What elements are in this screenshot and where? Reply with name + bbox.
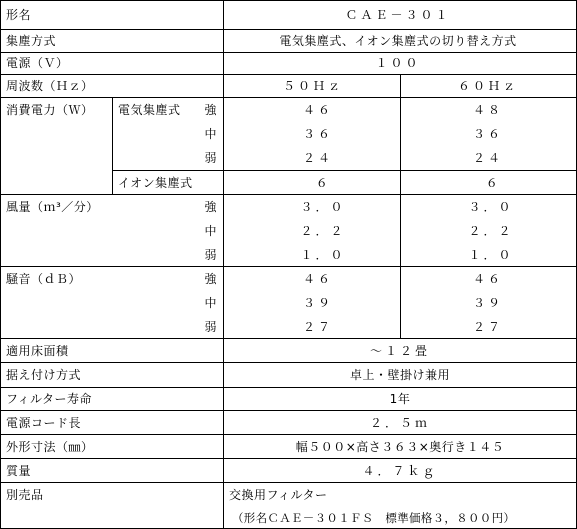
airflow-level-weak: 弱 <box>204 248 217 262</box>
noise-level-medium: 中 <box>204 296 217 310</box>
row-line <box>0 458 577 459</box>
row-line <box>0 410 577 411</box>
noise-level-strong: 強 <box>204 272 217 286</box>
filter-life-value: 1年 <box>389 392 411 406</box>
noise-medium-50hz: ３９ <box>302 296 334 310</box>
row-line <box>0 362 577 363</box>
filter-life-label: フィルター寿命 <box>6 392 93 406</box>
power-strong-50hz: ４６ <box>302 103 334 117</box>
power-medium-60hz: ３６ <box>472 127 504 141</box>
row-line <box>0 74 577 75</box>
airflow-weak-50hz: １．０ <box>300 248 346 262</box>
row-line <box>0 387 577 388</box>
airflow-level-medium: 中 <box>204 224 217 238</box>
row-line <box>0 194 577 195</box>
dimensions-value: 幅５００×高さ３６３×奥行き１４５ <box>295 440 505 454</box>
floor-area-label: 適用床面積 <box>6 344 69 358</box>
power-strong-60hz: ４８ <box>472 103 504 117</box>
row-line <box>0 0 577 1</box>
frequency-50hz-header: ５０Ｈｚ <box>282 79 344 93</box>
airflow-label: 風量（ｍ³／分） <box>6 200 99 214</box>
electric-method-label: 電気集塵式 <box>118 103 181 117</box>
power-medium-50hz: ３６ <box>302 127 334 141</box>
installation-value: 卓上・壁掛け兼用 <box>349 368 451 382</box>
accessory-label: 別売品 <box>6 488 44 502</box>
row-line <box>0 29 577 30</box>
accessory-detail: （形名ＣＡＥ－３０１ＦＳ 標準価格３，８００円） <box>232 511 516 525</box>
column-line <box>0 0 1 529</box>
power-level-strong: 強 <box>204 103 217 117</box>
noise-strong-50hz: ４６ <box>302 272 334 286</box>
ion-method-label: イオン集塵式 <box>118 176 193 190</box>
noise-medium-60hz: ３９ <box>472 296 504 310</box>
row-line <box>0 434 577 435</box>
accessory-value: 交換用フィルター <box>229 488 328 502</box>
installation-label: 据え付け方式 <box>6 368 82 382</box>
row-line <box>112 170 577 171</box>
airflow-medium-60hz: ２．２ <box>468 224 514 238</box>
frequency-60hz-header: ６０Ｈｚ <box>457 79 519 93</box>
power-consumption-label: 消費電力（Ｗ） <box>6 103 94 117</box>
airflow-medium-50hz: ２．２ <box>300 224 346 238</box>
row-line <box>0 97 577 98</box>
column-line <box>223 0 224 529</box>
airflow-weak-60hz: １．０ <box>468 248 514 262</box>
frequency-label: 周波数（Ｈｚ） <box>6 79 94 93</box>
power-weak-60hz: ２４ <box>472 151 504 165</box>
airflow-strong-60hz: ３．０ <box>468 200 514 214</box>
row-line <box>0 266 577 267</box>
cord-length-label: 電源コード長 <box>6 416 82 430</box>
cord-length-value: ２．５ｍ <box>369 416 431 430</box>
weight-value: ４．７ｋｇ <box>362 464 438 478</box>
airflow-level-strong: 強 <box>204 200 217 214</box>
power-supply-label: 電源（Ｖ） <box>6 56 69 70</box>
ion-power-60hz: ６ <box>485 176 499 190</box>
power-weak-50hz: ２４ <box>302 151 334 165</box>
weight-label: 質量 <box>6 464 32 478</box>
row-line <box>0 52 577 53</box>
noise-level-weak: 弱 <box>204 320 217 334</box>
noise-strong-60hz: ４６ <box>472 272 504 286</box>
collection-method-label: 集塵方式 <box>6 34 57 48</box>
power-level-weak: 弱 <box>204 151 217 165</box>
column-line <box>112 97 113 194</box>
noise-weak-60hz: ２７ <box>472 320 504 334</box>
column-line <box>400 74 401 338</box>
dimensions-label: 外形寸法（㎜） <box>6 440 94 454</box>
power-level-medium: 中 <box>204 127 217 141</box>
collection-method-value: 電気集塵式、イオン集塵式の切り替え方式 <box>279 34 517 48</box>
row-line <box>0 338 577 339</box>
model-value: ＣＡＥ－３０１ <box>345 8 451 22</box>
airflow-strong-50hz: ３．０ <box>300 200 346 214</box>
floor-area-value: ～１２畳 <box>369 344 431 358</box>
model-label: 形名 <box>6 8 32 22</box>
noise-label: 騒音（ｄＢ） <box>6 272 82 286</box>
row-line <box>0 482 577 483</box>
noise-weak-50hz: ２７ <box>302 320 334 334</box>
ion-power-50hz: ６ <box>315 176 329 190</box>
power-supply-value: １００ <box>375 56 421 70</box>
